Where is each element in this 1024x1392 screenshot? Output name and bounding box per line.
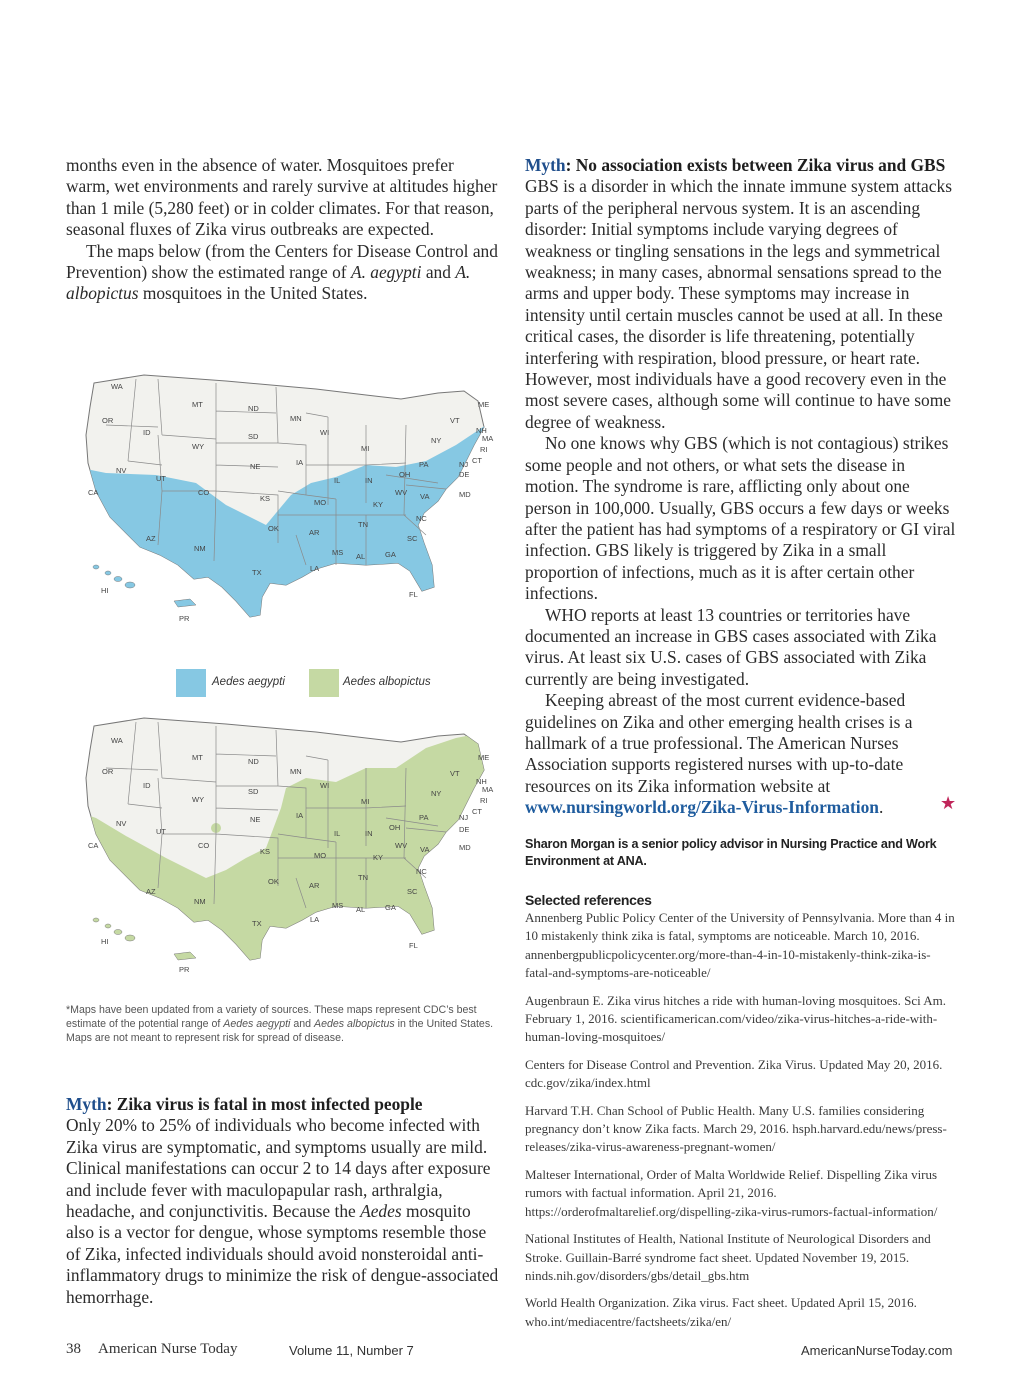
svg-text:MT: MT (192, 753, 203, 762)
svg-text:AZ: AZ (146, 887, 156, 896)
maps-intro-text-a: The maps below (from the Centers for Disease Control and Prevention) show the estimated range of (66, 240, 498, 283)
website-footer: AmericanNurseToday.com (801, 1343, 953, 1358)
svg-text:NV: NV (116, 819, 127, 828)
svg-text:NJ: NJ (459, 813, 469, 822)
legend-swatch-aegypti (176, 669, 206, 697)
svg-text:MD: MD (459, 490, 471, 499)
svg-text:ME: ME (478, 400, 490, 409)
map-caption (66, 1003, 498, 1045)
species-aegypti: A. aegypti (350, 262, 422, 283)
svg-text:SC: SC (407, 534, 418, 543)
volume-info: Volume 11, Number 7 (289, 1343, 414, 1358)
references-section (525, 892, 957, 1331)
svg-text:LA: LA (310, 915, 320, 924)
svg-text:GA: GA (385, 550, 396, 559)
myth1-aedes: Aedes (360, 1201, 402, 1222)
reference-item: Malteser International, Order of Malta Worldwide Relief. Dispelling Zika virus rumors with factual information. April 21, 2016. https://orderofmaltarelief.org/dispelling-zika-virus-rumors-factual-information/ (525, 1166, 938, 1219)
svg-text:NH: NH (476, 426, 487, 435)
caption-species-albopictus: Aedes albopictus (314, 1018, 395, 1030)
svg-text:OR: OR (102, 767, 114, 776)
svg-text:NY: NY (431, 789, 442, 798)
us-map-albopictus-svg (66, 708, 498, 988)
intro-paragraph: months even in the absence of water. Mosquitoes prefer warm, wet environments and rarely survive at altitudes higher than 1 mile (5,280 feet) or in colder climates. For that reason, seasonal fluxes of Zika virus outbreaks are expected. (66, 155, 498, 240)
svg-text:CO: CO (198, 841, 210, 850)
svg-text:NE: NE (250, 462, 261, 471)
svg-text:ID: ID (143, 781, 151, 790)
myth-zika-fatal-body (66, 1115, 500, 1308)
svg-text:SC: SC (407, 887, 418, 896)
svg-text:ND: ND (248, 404, 259, 413)
svg-text:DE: DE (459, 825, 470, 834)
svg-text:RI: RI (480, 445, 488, 454)
svg-text:WV: WV (395, 488, 408, 497)
svg-text:NV: NV (116, 466, 127, 475)
left-column (66, 155, 498, 305)
myth-label: Myth (66, 1094, 107, 1114)
svg-text:WY: WY (192, 442, 205, 451)
gbs-paragraph-2: No one knows why GBS (which is not contagious) strikes some people and not others, or what sets the disease in motion. The syndrome is rare, afflicting only about one person in 100,000. Usually, GBS occurs a few days or weeks after the patient has had symptoms of a respiratory or GI viral infection. GBS likely is triggered by Zika in a small proportion of infections, much as it is after certain other infections. (525, 433, 956, 604)
svg-text:WA: WA (111, 736, 123, 745)
svg-text:UT: UT (156, 827, 166, 836)
svg-text:IA: IA (296, 811, 304, 820)
svg-text:SD: SD (248, 432, 259, 441)
link-period: . (878, 797, 884, 818)
author-bio-text: Sharon Morgan is a senior policy advisor in Nursing Practice and Work Environment at ANA. (525, 837, 937, 868)
puerto-rico-shape-2 (174, 952, 196, 960)
svg-text:NM: NM (194, 544, 206, 553)
myth-gbs-heading-text: : No association exists between Zika virus and GBS (565, 155, 946, 175)
svg-text:PA: PA (419, 460, 429, 469)
svg-text:OH: OH (399, 470, 411, 479)
svg-text:HI: HI (101, 586, 109, 595)
svg-text:FL: FL (409, 590, 418, 599)
svg-text:MA: MA (482, 434, 494, 443)
svg-text:NH: NH (476, 777, 487, 786)
svg-text:MT: MT (192, 400, 203, 409)
svg-text:WI: WI (320, 428, 330, 437)
map-aegypti (66, 365, 498, 630)
svg-text:ME: ME (478, 753, 490, 762)
svg-text:PR: PR (179, 965, 190, 974)
svg-text:NC: NC (416, 514, 427, 523)
svg-text:CT: CT (472, 456, 482, 465)
myth-label-2: Myth (525, 155, 566, 175)
svg-text:AR: AR (309, 528, 320, 537)
svg-text:ND: ND (248, 757, 259, 766)
reference-item: Augenbraun E. Zika virus hitches a ride with human-loving mosquitoes. Sci Am. February 1, 2016. scientificamerican.com/video/zika-virus-hitches-a-ride-with-human-loving-mosquitoes/ (525, 992, 946, 1045)
svg-text:MO: MO (314, 851, 327, 860)
end-star-icon: ★ (940, 793, 957, 813)
svg-text:TX: TX (252, 568, 262, 577)
reference-item: Harvard T.H. Chan School of Public Health. Many U.S. families considering pregnancy don’t know Zika facts. March 29, 2016. hsph.harvard.edu/news/press-releases/zika-virus-awareness-pregnant-women/ (525, 1102, 947, 1155)
svg-text:OR: OR (102, 416, 114, 425)
svg-text:KS: KS (260, 494, 271, 503)
svg-text:GA: GA (385, 903, 396, 912)
svg-text:IN: IN (365, 476, 373, 485)
legend-swatch-albopictus (309, 669, 339, 697)
svg-text:KY: KY (373, 853, 384, 862)
myth-heading-text: : Zika virus is fatal in most infected people (106, 1094, 423, 1114)
svg-text:IL: IL (334, 476, 341, 485)
svg-text:NY: NY (431, 436, 442, 445)
svg-text:RI: RI (480, 796, 488, 805)
map-albopictus (66, 708, 498, 988)
svg-text:SD: SD (248, 787, 259, 796)
myth-zika-fatal-heading (66, 1094, 500, 1115)
svg-text:CA: CA (88, 488, 99, 497)
svg-text:AL: AL (356, 552, 366, 561)
svg-text:IA: IA (296, 458, 304, 467)
gbs-paragraph-4-text: Keeping abreast of the most current evidence-based guidelines on Zika and other emerging health crises is a hallmark of a true professional. The American Nurses Association supports registered nurses with up-to-date resources on its Zika information website at (525, 690, 913, 796)
svg-text:MS: MS (332, 901, 344, 910)
reference-item: National Institutes of Health, National Institute of Neurological Disorders and Stroke. Guillain-Barré syndrome fact sheet. Updated November 19, 2015. ninds.nih.gov/disorders/gbs/detail_gbs.htm (525, 1231, 931, 1283)
svg-text:DE: DE (459, 470, 470, 479)
svg-text:NC: NC (416, 867, 427, 876)
svg-text:MI: MI (361, 797, 370, 806)
svg-text:NM: NM (194, 897, 206, 906)
svg-text:HI: HI (101, 937, 109, 946)
svg-text:NE: NE (250, 815, 261, 824)
reference-item: Annenberg Public Policy Center of the University of Pennsylvania. More than 4 in 10 mistakenly think zika is fatal, symptoms are noticeable. March 10, 2016. annenbergpublicpolicycenter.org/more-than-4-in-10-mistakenly-think-zika-is-fatal-and-symptoms-are-noticeable/ (525, 910, 955, 981)
references-title: Selected references (525, 892, 652, 908)
maps-intro-and: and (425, 262, 451, 283)
svg-text:TN: TN (358, 520, 368, 529)
hawaii-islands (93, 565, 135, 588)
svg-text:MI: MI (361, 444, 370, 453)
svg-text:TX: TX (252, 919, 262, 928)
caption-text-b: in the United States. Maps are not meant to represent risk for spread of disease. (66, 1018, 494, 1044)
svg-text:AZ: AZ (146, 534, 156, 543)
gbs-paragraph-4 (525, 690, 959, 818)
svg-text:CO: CO (198, 488, 210, 497)
zika-info-link[interactable]: www.nursingworld.org/Zika-Virus-Information (525, 797, 879, 818)
reference-item: Centers for Disease Control and Prevention. Zika Virus. Updated May 20, 2016. cdc.gov/zika/index.html (525, 1056, 943, 1091)
svg-text:AR: AR (309, 881, 320, 890)
svg-text:MD: MD (459, 843, 471, 852)
svg-text:WA: WA (111, 382, 123, 391)
myth1-body-a: Only 20% to 25% of individuals who become infected with Zika virus are symptomatic, and symptoms usually are mild. Clinical manifestations can occur 2 to 14 days after exposure and include fever with maculopapular rash, arthralgia, headache, and conjunctivitis. Because the (66, 1115, 491, 1222)
svg-text:MS: MS (332, 548, 344, 557)
svg-text:OK: OK (268, 524, 279, 533)
svg-text:VA: VA (420, 492, 430, 501)
myth-gbs-heading (525, 155, 959, 176)
us-map-aegypti-svg (66, 365, 498, 630)
svg-text:TN: TN (358, 873, 368, 882)
svg-text:NJ: NJ (459, 460, 469, 469)
svg-text:WI: WI (320, 781, 330, 790)
svg-text:OK: OK (268, 877, 279, 886)
page-number: 38 (66, 1341, 81, 1357)
svg-text:LA: LA (310, 564, 320, 573)
author-bio (525, 836, 945, 870)
svg-text:CT: CT (472, 807, 482, 816)
right-column (525, 155, 959, 819)
svg-text:FL: FL (409, 941, 418, 950)
species-albopictus: A. albopictus (66, 262, 471, 304)
svg-text:VA: VA (420, 845, 430, 854)
caption-and: and (293, 1018, 312, 1030)
reference-item: World Health Organization. Zika virus. Fact sheet. Updated April 15, 2016. who.int/mediacentre/factsheets/zika/en/ (525, 1295, 917, 1329)
svg-text:MN: MN (290, 414, 302, 423)
map-legend (176, 669, 506, 697)
svg-text:AL: AL (356, 905, 366, 914)
svg-text:KS: KS (260, 847, 271, 856)
svg-text:MN: MN (290, 767, 302, 776)
gbs-paragraph-3: WHO reports at least 13 countries or territories have documented an increase in GBS cases associated with Zika virus. At least six U.S. cases of GBS associated with Zika currently are being investigated. (525, 604, 937, 689)
svg-text:KY: KY (373, 500, 384, 509)
svg-text:MA: MA (482, 785, 494, 794)
svg-text:VT: VT (450, 769, 460, 778)
svg-text:IL: IL (334, 829, 341, 838)
svg-text:PR: PR (179, 614, 190, 623)
svg-text:UT: UT (156, 474, 166, 483)
legend-label-aegypti: Aedes aegypti (212, 676, 285, 688)
svg-text:PA: PA (419, 813, 429, 822)
svg-text:CA: CA (88, 841, 99, 850)
myth-zika-fatal-section (66, 1094, 500, 1308)
svg-text:WV: WV (395, 841, 408, 850)
magazine-name: American Nurse Today (98, 1341, 238, 1357)
caption-species-aegypti: Aedes aegypti (223, 1018, 291, 1030)
gbs-paragraph-1: GBS is a disorder in which the innate immune system attacks parts of the peripheral nervous system. It is an ascending disorder: Initial symptoms include varying degrees of weakness or tingling sensations in the legs and symmetrical weakness; in many cases, abnormal sensations spread to the arms and upper body. These symptoms may increase in intensity until certain muscles cannot be used at all. In these critical cases, the disorder is life threatening, potentially interfering with respiration, blood pressure, or heart rate. However, most individuals have a good recovery even in the most severe cases, although some will continue to have some degree of weakness. (525, 176, 952, 432)
maps-intro-text-b: mosquitoes in the United States. (142, 283, 368, 304)
svg-text:MO: MO (314, 498, 327, 507)
caption-text-a: *Maps have been updated from a variety of sources. These maps represent CDC’s best estimate of the potential range of (66, 1004, 477, 1030)
svg-text:VT: VT (450, 416, 460, 425)
svg-text:OH: OH (389, 823, 401, 832)
svg-text:WY: WY (192, 795, 205, 804)
maps-intro-paragraph (66, 241, 498, 305)
legend-label-albopictus: Aedes albopictus (343, 676, 431, 688)
svg-text:ID: ID (143, 428, 151, 437)
svg-text:IN: IN (365, 829, 373, 838)
hawaii-islands-2 (93, 918, 135, 941)
puerto-rico-shape (174, 599, 196, 607)
myth1-body-b: mosquito also is a vector for dengue, whose symptoms resemble those of Zika, infected individuals should avoid nonsteroidal anti-inflammatory drugs to minimize the risk of dengue-associated hemorrhage. (66, 1201, 499, 1307)
